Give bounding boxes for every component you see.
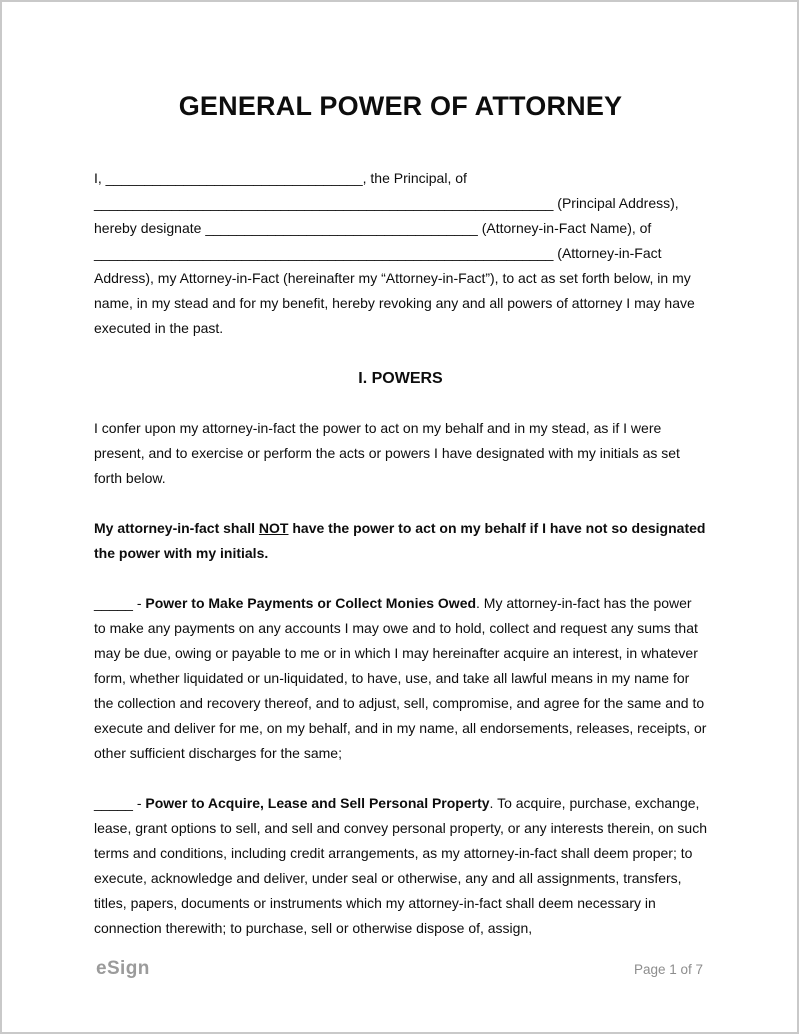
affirmation-not-emphasis: NOT <box>258 520 289 536</box>
affirmation-pre: My attorney-in-fact shall <box>94 520 259 536</box>
principal-address-blank: ___________________________________________________________ <box>94 195 554 211</box>
power-body-personal-property: . To acquire, purchase, exchange, lease, grant options to sell, and sell and convey personal property, or any interests therein, on such terms and conditions, including credit arrangements, as my attorney-in-fact shall deem proper; to execute, acknowledge and deliver, under seal or otherwise, any and all assignments, transfers, titles, papers, documents or instruments which my attorney-in-fact shall deem necessary in connection therewith; to purchase, sell or otherwise dispose of, assign, <box>94 795 707 936</box>
power-separator: - <box>132 795 146 811</box>
esign-logo: eSign <box>96 958 150 979</box>
attorney-in-fact-name-blank: ___________________________________ <box>205 220 478 236</box>
power-clause-personal-property <box>94 791 707 941</box>
intro-after-name: , the Principal, of <box>362 170 467 186</box>
power-title-payments: Power to Make Payments or Collect Monies Owed <box>145 595 477 611</box>
intro-lead: I, <box>94 170 106 186</box>
power-clause-payments <box>94 591 707 766</box>
initials-blank: _____ <box>94 795 133 811</box>
principal-address-label: (Principal Address), hereby designate <box>94 195 679 236</box>
power-separator: - <box>132 595 146 611</box>
document-content <box>2 2 797 941</box>
initials-requirement-paragraph <box>94 516 707 566</box>
section-heading-powers: I. POWERS <box>358 370 443 387</box>
intro-paragraph <box>94 166 707 341</box>
intro-closing: (Attorney-in-Fact Address), my Attorney-in-Fact (hereinafter my “Attorney-in-Fact”), to act as set forth below, in my name, in my stead and for my benefit, hereby revoking any and all powers of attorney I may have executed in the past. <box>94 245 695 336</box>
attorney-in-fact-address-blank: ___________________________________________________________ <box>94 245 554 261</box>
powers-intro-paragraph: I confer upon my attorney-in-fact the power to act on my behalf and in my stead, as if I were present, and to exercise or perform the acts or powers I have designated with my initials as set forth below. <box>94 420 680 486</box>
attorney-in-fact-name-label: (Attorney-in-Fact Name), of <box>477 220 652 236</box>
affirmation-post: have the power to act on my behalf if I have not so designated the power with my initials. <box>94 520 706 561</box>
document-title: GENERAL POWER OF ATTORNEY <box>178 91 623 121</box>
power-body-payments: . My attorney-in-fact has the power to make any payments on any accounts I may owe and to hold, collect and request any sums that may be due, owing or payable to me or in which I may hereinafter acquire an interest, in whatever form, whether liquidated or un-liquidated, to have, use, and take all lawful means in my name for the collection and recovery thereof, and to adjust, sell, compromise, and agree for the same and to execute and deliver for me, on my behalf, and in my name, all endorsements, releases, receipts, or other sufficient discharges for the same; <box>94 595 707 761</box>
principal-name-blank: _________________________________ <box>105 170 363 186</box>
initials-blank: _____ <box>94 595 133 611</box>
page-number: Page 1 of 7 <box>633 962 703 977</box>
page-footer <box>96 958 703 980</box>
power-title-personal-property: Power to Acquire, Lease and Sell Personal Property <box>145 795 490 811</box>
